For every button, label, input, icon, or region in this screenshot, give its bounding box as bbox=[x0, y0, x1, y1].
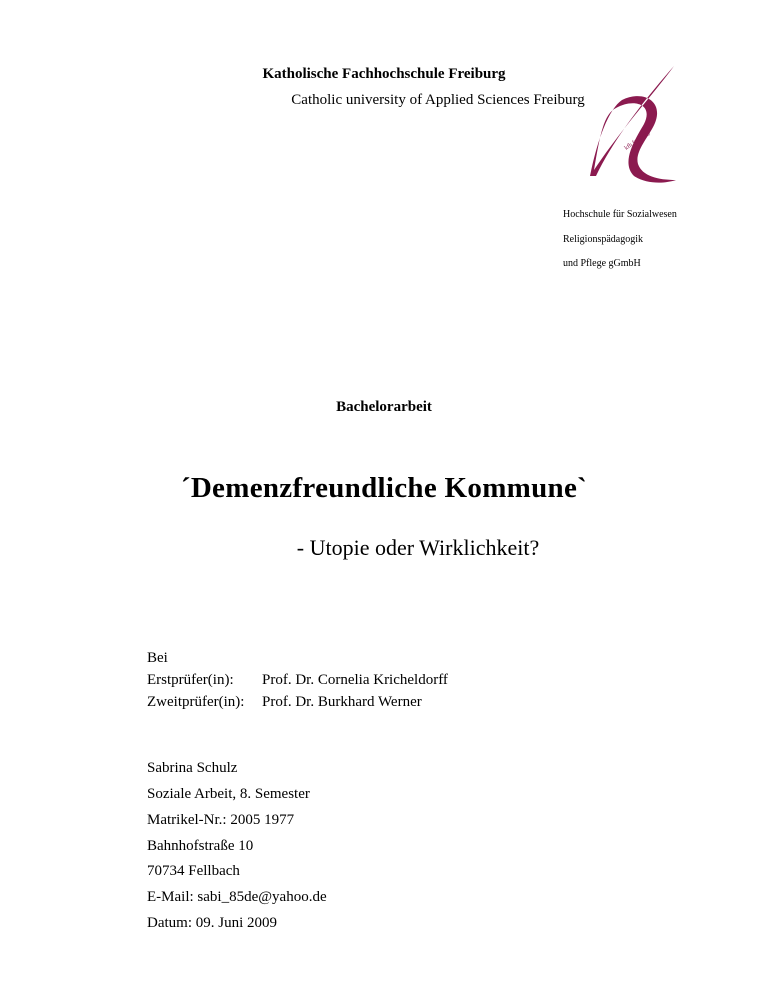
author-email: E-Mail: sabi_85de@yahoo.de bbox=[147, 889, 327, 905]
examiners-intro: Bei bbox=[147, 650, 168, 666]
author-street: Bahnhofstraße 10 bbox=[147, 838, 254, 854]
author-program: Soziale Arbeit, 8. Semester bbox=[147, 786, 310, 802]
first-examiner-label: Erstprüfer(in): bbox=[147, 672, 234, 688]
author-name: Sabrina Schulz bbox=[147, 760, 238, 776]
author-matrikel: Matrikel-Nr.: 2005 1977 bbox=[147, 812, 295, 828]
document-type: Bachelorarbeit bbox=[336, 399, 432, 415]
document-subtitle: - Utopie oder Wirklichkeit? bbox=[296, 535, 540, 560]
document-title: ´Demenzfreundliche Kommune` bbox=[180, 472, 588, 504]
sub-info-line-1: Hochschule für Sozialwesen bbox=[563, 209, 677, 220]
submission-date: Datum: 09. Juni 2009 bbox=[147, 915, 277, 931]
first-examiner-name: Prof. Dr. Cornelia Kricheldorff bbox=[262, 672, 448, 688]
logo-lettering: kfh freiburg bbox=[623, 130, 651, 152]
sub-info-line-3: und Pflege gGmbH bbox=[563, 258, 641, 269]
second-examiner-name: Prof. Dr. Burkhard Werner bbox=[262, 694, 422, 710]
university-name-de: Katholische Fachhochschule Freiburg bbox=[262, 66, 506, 82]
author-city: 70734 Fellbach bbox=[147, 863, 240, 879]
second-examiner-label: Zweitprüfer(in): bbox=[147, 694, 245, 710]
university-name-en: Catholic university of Applied Sciences Freiburg bbox=[291, 92, 585, 108]
kfh-logo-icon bbox=[582, 64, 678, 188]
sub-info-line-2: Religionspädagogik bbox=[563, 234, 643, 245]
